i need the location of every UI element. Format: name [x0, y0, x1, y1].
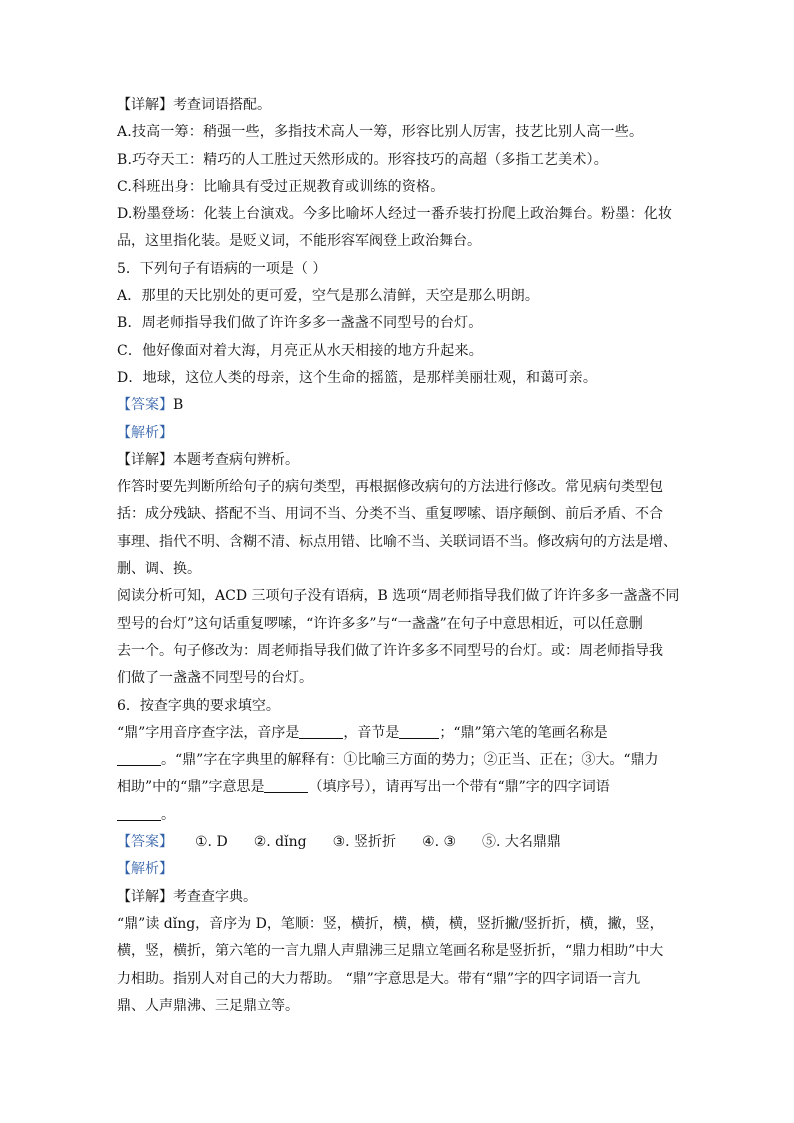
question-6-analysis-line4: 鼎、人声鼎沸、三足鼎立等。	[117, 997, 299, 1014]
answer-value: B	[173, 397, 184, 414]
question-6-answer	[117, 829, 679, 856]
question-6-line1	[117, 720, 679, 747]
question-5-option-c: C．他好像面对着大海，月亮正从水天相接的地方升起来。	[117, 342, 483, 359]
answer-item-1: ①. D	[195, 834, 228, 851]
question-5-analysis-label: 【解析】	[117, 424, 173, 441]
question-5-analysis-line1: 作答时要先判断所给句子的病句类型，再根据修改病句的方法进行修改。常见病句类型包	[117, 479, 663, 496]
answer-label: 【答案】	[117, 834, 173, 851]
option-a-explanation: A.技高一筹：稍强一些，多指技术高人一筹，形容比别人厉害，技艺比别人高一些。	[117, 124, 644, 141]
question-5-answer	[117, 392, 679, 419]
question-5-option-b: B．周老师指导我们做了许许多多一盏盏不同型号的台灯。	[117, 315, 483, 332]
question-6-stem: 6．按查字典的要求填空。	[117, 697, 280, 714]
q6-text-1c: ；“鼎”第六笔的笔画名称是	[439, 724, 608, 741]
option-d-explanation-line1: D.粉墨登场：化装上台演戏。今多比喻坏人经过一番乔装打扮爬上政治舞台。粉墨：化妆	[117, 206, 673, 223]
question-6-detail-heading: 【详解】考查查字典。	[117, 888, 257, 905]
question-5-option-d: D．地球，这位人类的母亲，这个生命的摇篮，是那样美丽壮观，和蔼可亲。	[117, 369, 598, 386]
answer-item-5: ⑤. 大名鼎鼎	[482, 834, 561, 851]
question-6-analysis-line1: “鼎”读 dǐng，音序为 D，笔顺：竖，横折，横，横，横，竖折撇/竖折折，横，撇，竖，	[117, 915, 664, 932]
option-b-explanation: B.巧夺天工：精巧的人工胜过天然形成的。形容技巧的高超（多指工艺美术）。	[117, 151, 608, 168]
question-5-analysis-line5: 阅读分析可知，ACD 三项句子没有语病，B 选项“周老师指导我们做了许许多多一盏盏不同	[117, 588, 680, 605]
question-6-analysis-line2: 横，竖，横折，第六笔的一言九鼎人声鼎沸三足鼎立笔画名称是竖折折，“鼎力相助”中大	[117, 943, 664, 960]
q6-text-1b: ，音节是	[343, 724, 400, 741]
question-6-analysis-line3: 力相助。指别人对自己的大力帮助。 “鼎”字意思是大。带有“鼎”字的四字词语一言九	[117, 970, 641, 987]
question-5-stem: 5．下列句子有语病的一项是（ ）	[117, 260, 327, 277]
question-5-analysis-line8: 们做了一盏盏不同型号的台灯。	[117, 670, 313, 687]
answer-item-3: ③. 竖折折	[332, 834, 397, 851]
q6-text-3b: （填序号），请再写出一个带有“鼎”字的四字词语	[308, 779, 610, 796]
answer-blank-3[interactable]	[117, 751, 161, 766]
question-6-line4	[117, 802, 679, 829]
q6-text-1a: “鼎”字用音序查字法，音序是	[117, 724, 300, 741]
q6-text-2a: 。“鼎”字在字典里的解释有：①比喻三方面的势力；②正当、正在；③大。“鼎力	[161, 752, 659, 769]
question-5-analysis-line3: 事理、指代不明、含糊不清、标点用错、比喻不当、关联词语不当。修改病句的方法是增、	[117, 533, 677, 550]
answer-blank-1[interactable]	[299, 724, 343, 739]
question-6-line2	[117, 747, 679, 774]
q6-text-3a: 相助”中的“鼎”字意思是	[117, 779, 265, 796]
q6-text-4a: 。	[161, 806, 175, 823]
question-5-analysis-line7: 去一个。句子修改为：周老师指导我们做了许许多多不同型号的台灯。或：周老师指导我	[117, 642, 663, 659]
answer-blank-4[interactable]	[264, 778, 308, 793]
question-5-option-a: A．那里的天比别处的更可爱，空气是那么清鲜，天空是那么明朗。	[117, 288, 540, 305]
detail-heading: 【详解】考查词语搭配。	[117, 97, 271, 113]
answer-blank-5[interactable]	[117, 806, 161, 821]
page-content	[117, 92, 679, 1020]
option-d-explanation-line2: 品，这里指化装。是贬义词，不能形容军阀登上政治舞台。	[117, 233, 481, 250]
option-c-explanation: C.科班出身：比喻具有受过正规教育或训练的资格。	[117, 178, 445, 195]
answer-label: 【答案】	[117, 397, 173, 414]
question-5-detail-heading: 【详解】本题考查病句辨析。	[117, 451, 299, 468]
question-6-line3	[117, 774, 679, 801]
question-5-analysis-line2: 括：成分残缺、搭配不当、用词不当、分类不当、重复啰嗦、语序颠倒、前后矛盾、不合	[117, 506, 663, 523]
question-5-analysis-line4: 删、调、换。	[117, 561, 201, 578]
question-5-analysis-line6: 型号的台灯”这句话重复啰嗦，“许许多多”与“一盏盏”在句子中意思相近，可以任意删	[117, 615, 643, 632]
question-6-analysis-label: 【解析】	[117, 861, 173, 878]
answer-item-4: ④. ③	[422, 834, 457, 851]
answer-item-2: ②. dǐng	[253, 834, 307, 851]
answer-blank-2[interactable]	[399, 724, 439, 739]
